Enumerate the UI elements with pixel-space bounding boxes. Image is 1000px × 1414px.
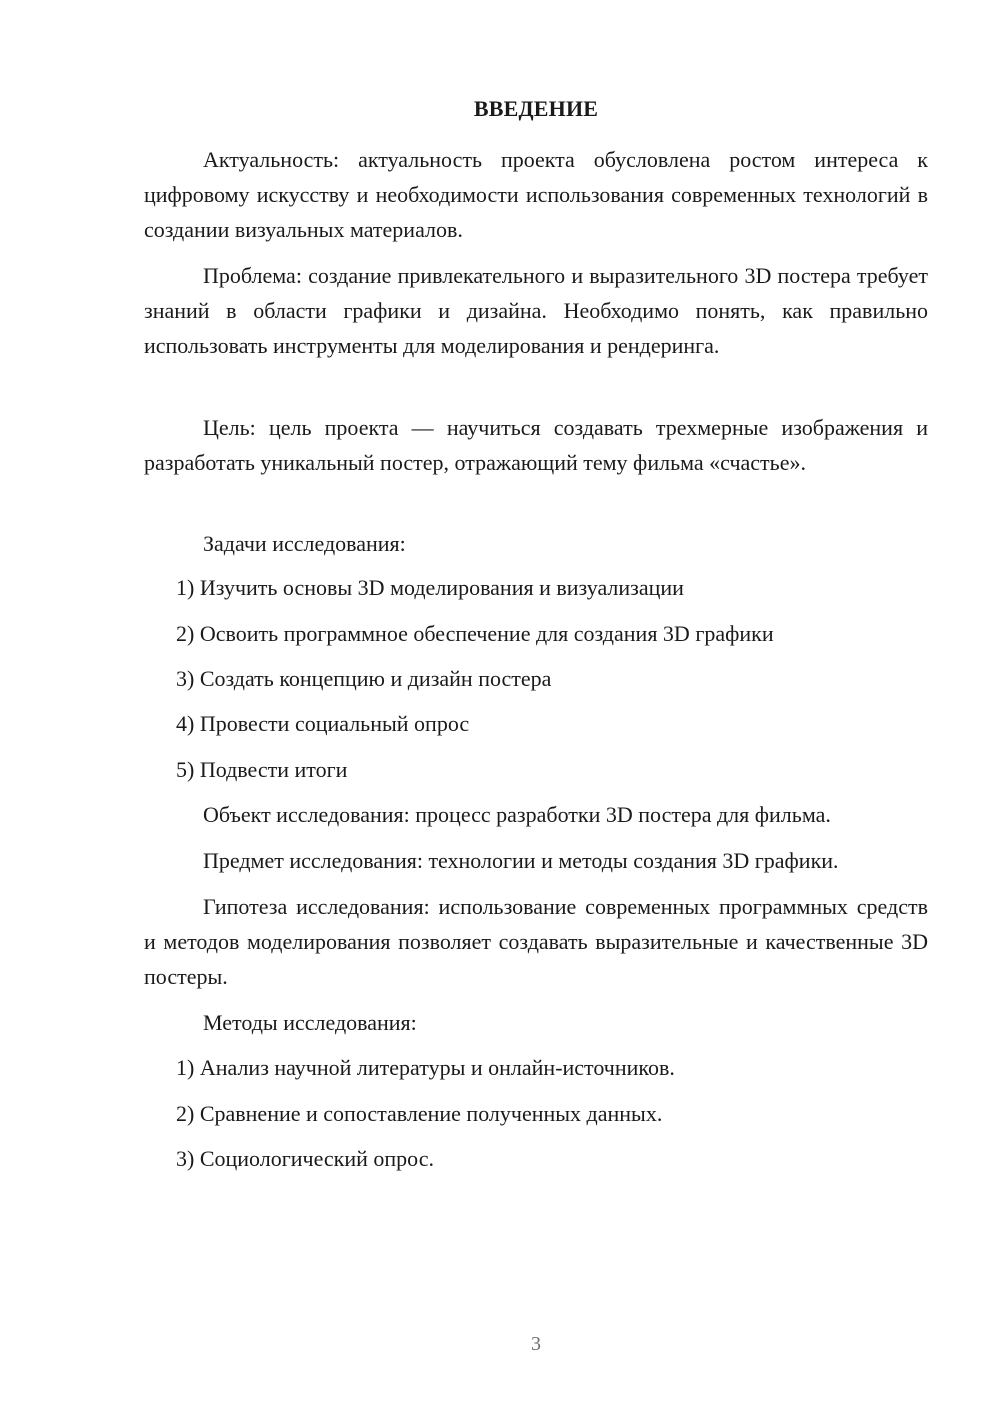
task-item: 4) Провести социальный опрос <box>176 711 470 736</box>
tasks-label: Задачи исследования: <box>203 531 406 556</box>
method-item: 2) Сравнение и сопоставление полученных данных. <box>176 1101 663 1126</box>
relevance-paragraph: Актуальность: актуальность проекта обусловлена ростом интереса к цифровому искусству и необходимости использования современных технологий в создании визуальных материалов. <box>144 147 928 242</box>
subject-paragraph: Предмет исследования: технологии и методы создания 3D графики. <box>203 848 839 873</box>
task-item: 5) Подвести итоги <box>176 757 348 782</box>
page-number: 3 <box>531 1333 541 1355</box>
method-item: 1) Анализ научной литературы и онлайн-источников. <box>176 1055 675 1080</box>
object-paragraph: Объект исследования: процесс разработки 3D постера для фильма. <box>203 802 831 827</box>
task-item: 3) Создать концепцию и дизайн постера <box>176 666 552 691</box>
task-item: 1) Изучить основы 3D моделирования и визуализации <box>176 575 684 600</box>
problem-paragraph: Проблема: создание привлекательного и выразительного 3D постера требует знаний в области графики и дизайна. Необходимо понять, как правильно использовать инструменты для моделирования и рендеринга. <box>144 263 928 358</box>
page-title: ВВЕДЕНИЕ <box>473 96 599 121</box>
hypothesis-paragraph: Гипотеза исследования: использование современных программных средств и методов моделирования позволяет создавать выразительные и качественные 3D постеры. <box>144 894 928 989</box>
task-item: 2) Освоить программное обеспечение для создания 3D графики <box>176 621 774 646</box>
method-item: 3) Социологический опрос. <box>176 1146 434 1171</box>
methods-label: Методы исследования: <box>203 1010 417 1035</box>
goal-paragraph: Цель: цель проекта — научиться создавать трехмерные изображения и разработать уникальный постер, отражающий тему фильма «счастье». <box>144 415 928 475</box>
